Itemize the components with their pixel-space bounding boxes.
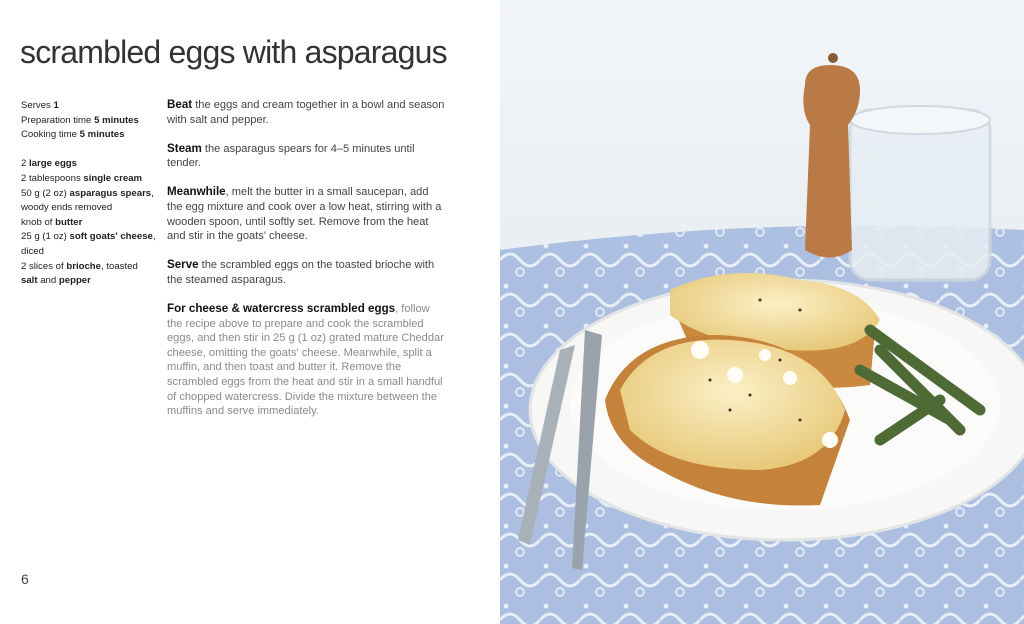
ingredient-qty: 2 tablespoons [21, 172, 81, 184]
serves-line [21, 99, 161, 114]
ingredient-item [21, 230, 161, 259]
food-photo [500, 0, 1024, 624]
cook-value: 5 minutes [79, 129, 125, 141]
ingredient-qty: 2 slices of [21, 260, 64, 272]
grinder-knob [828, 53, 838, 63]
ingredient-name: soft goats' cheese [69, 231, 153, 243]
ingredient-name: pepper [58, 275, 91, 287]
method-text: , melt the butter in a small saucepan, add the egg mixture and cook over a low heat, stirring with a wooden spoon, until softly set. Remove from the heat and stir in the goats' cheese. [167, 186, 442, 243]
ingredient-item [21, 260, 161, 275]
ingredient-name: brioche [66, 260, 101, 272]
cook-label: Cooking time [21, 129, 77, 141]
ingredient-note: , diced [21, 231, 156, 257]
method-text: the scrambled eggs on the toasted brioche with the steamed asparagus. [167, 259, 435, 286]
ingredient-name: salt [21, 275, 38, 287]
ingredient-note: and [37, 275, 59, 287]
ingredient-name: butter [55, 216, 83, 228]
prep-time-line [21, 114, 161, 129]
method-text: the asparagus spears for 4–5 minutes until tender. [167, 142, 415, 170]
recipe-meta-and-ingredients [21, 99, 161, 289]
recipe-title: scrambled eggs with asparagus [20, 34, 447, 70]
text-page [0, 0, 500, 624]
serves-label: Serves [21, 100, 51, 111]
ingredient-item [21, 274, 161, 289]
variation-text: , follow the recipe above to prepare and cook the scrambled eggs, and then stir in 25 g (1 oz) grated mature Cheddar cheese, omitting the goats' cheese. Meanwhile, split a muffin, and then toast and butter it. Remove the scrambled eggs from the heat and stir in a small handful of chopped watercress. Divide the mixture between the muffins and serve immediately. [167, 302, 444, 418]
cook-time-line [21, 128, 161, 143]
method-keyword: Meanwhile [167, 185, 226, 199]
ingredient-item [21, 187, 161, 216]
ingredient-name: single cream [83, 172, 143, 184]
ingredient-qty: 50 g (2 oz) [21, 187, 67, 199]
method-step [167, 185, 445, 243]
variation-paragraph [167, 302, 445, 419]
glass-rim [850, 106, 990, 134]
ingredient-item [21, 216, 161, 231]
ingredient-note: , toasted [101, 260, 138, 272]
method-steps [167, 98, 445, 287]
ingredient-qty: knob of [21, 216, 53, 228]
method-keyword: Serve [167, 258, 199, 272]
ingredient-item [21, 157, 161, 172]
photo-illustration [500, 0, 1024, 624]
ingredient-note: , woody ends removed [21, 187, 154, 214]
method-text: the eggs and cream together in a bowl and season with salt and pepper. [167, 99, 445, 126]
water-glass [850, 110, 990, 280]
method-column [167, 98, 445, 433]
serves-value: 1 [53, 100, 59, 111]
prep-label: Preparation time [21, 114, 92, 126]
method-step [167, 258, 445, 287]
ingredients-list [21, 157, 161, 288]
method-keyword: Beat [167, 98, 193, 111]
method-step [167, 142, 445, 171]
ingredient-name: large eggs [29, 158, 78, 170]
method-step [167, 98, 445, 127]
prep-value: 5 minutes [94, 114, 139, 126]
ingredient-name: asparagus spears [69, 187, 152, 199]
ingredient-qty: 2 [21, 158, 27, 170]
method-keyword: Steam [167, 141, 202, 155]
variation-keyword: For cheese & watercress scrambled eggs [167, 301, 396, 315]
ingredient-item [21, 172, 161, 187]
page-number: 6 [21, 571, 29, 587]
ingredient-qty: 25 g (1 oz) [21, 231, 67, 243]
